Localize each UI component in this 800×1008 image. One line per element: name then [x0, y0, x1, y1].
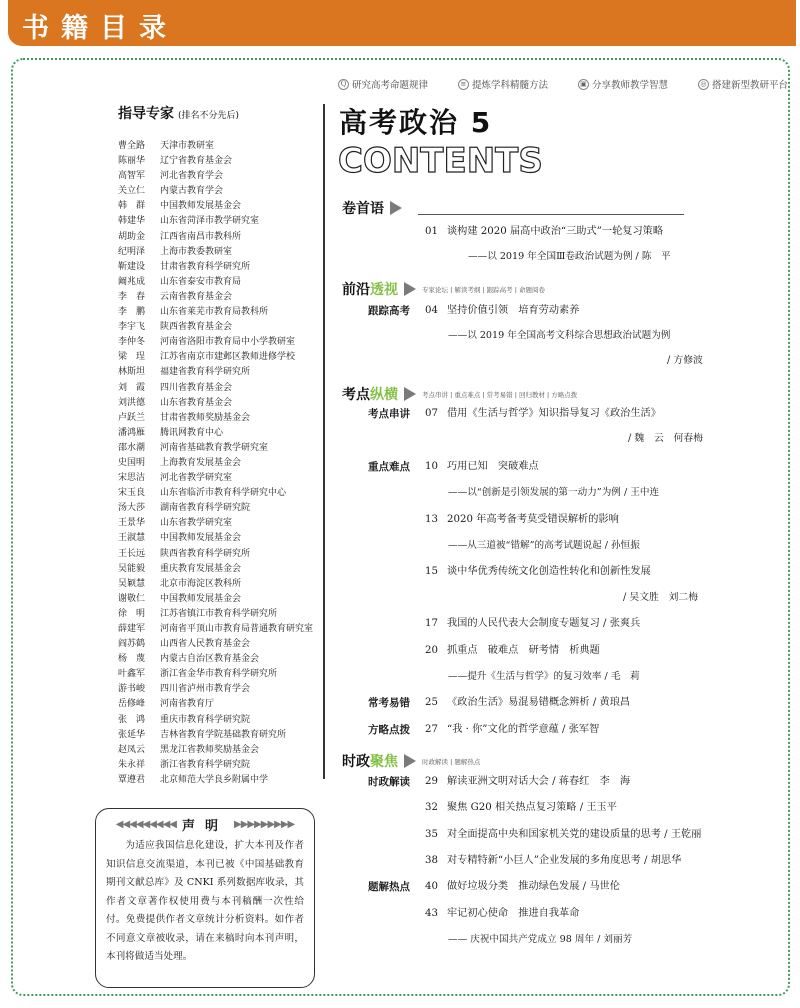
toc-entry[interactable] [425, 617, 640, 631]
expert-name: 关立仁 [118, 186, 146, 197]
section-head [342, 279, 545, 299]
expert-list [118, 139, 323, 788]
expert-name: 汤大莎 [118, 503, 146, 514]
expert-name: 潘鸿雁 [118, 427, 146, 438]
tagline-text: 研究高考命题规律 [352, 80, 429, 91]
expert-name: 李 鹏 [118, 307, 146, 318]
entry-title: 2020 年高考备考莫受错误解析的影响 [447, 514, 619, 525]
expert-name: 叶鑫军 [118, 669, 146, 680]
expert-org: 江西省南昌市教科所 [160, 231, 242, 242]
category-label: 时政解读 [368, 776, 410, 788]
expert-row [118, 607, 323, 622]
expert-org: 腾讯网教育中心 [160, 427, 224, 438]
expert-name: 阚兆成 [118, 276, 146, 287]
notice-box [95, 808, 315, 988]
tagline [698, 77, 788, 91]
page-number: 32 [425, 802, 438, 813]
expert-row [118, 426, 323, 441]
tagline-text: 搭建新型教研平台 [711, 80, 788, 91]
section-arrow-icon [404, 754, 416, 768]
toc-entry[interactable] [425, 304, 579, 318]
book-icon: ≡ [458, 79, 469, 90]
page-number: 20 [425, 645, 438, 656]
expert-row [118, 335, 323, 350]
page-number: 04 [425, 305, 438, 316]
expert-org: 山东省菏泽市教学研究室 [160, 216, 260, 227]
expert-org: 山东省泰安市教育局 [160, 276, 242, 287]
expert-name: 游书峻 [118, 684, 146, 695]
expert-org: 山东省教育基金会 [160, 397, 233, 408]
expert-row [118, 245, 323, 260]
contents-wordmark [338, 140, 568, 180]
entry-title: 谈中华优秀传统文化创造性转化和创新性发展 [447, 566, 651, 577]
expert-org: 重庆市教育科学研究院 [160, 714, 251, 725]
expert-org: 陕西省教育基金会 [160, 322, 233, 333]
expert-name: 邵水潮 [118, 442, 146, 453]
expert-row [118, 516, 323, 531]
expert-name: 纪明泽 [118, 246, 146, 257]
expert-row [118, 290, 323, 305]
expert-name: 梁 珵 [118, 352, 146, 363]
expert-org: 江苏省南京市建邺区教师进修学校 [160, 352, 296, 363]
expert-name: 杨 蔑 [118, 654, 146, 665]
section-title: 卷首语 [342, 201, 384, 217]
expert-row [118, 350, 323, 365]
entry-title: 谈构建 2020 届高中政治“三助式”一轮复习策略 [447, 226, 664, 237]
expert-name: 高智军 [118, 171, 146, 182]
expert-row [118, 214, 323, 229]
section-title: 前沿透视 [342, 282, 398, 298]
expert-row [118, 743, 323, 758]
tagline [578, 77, 668, 91]
expert-name: 宋思洁 [118, 473, 146, 484]
expert-row [118, 773, 323, 788]
expert-org: 甘肃省教师奖励基金会 [160, 412, 251, 423]
toc-subtitle: —— 庆祝中国共产党成立 98 周年 / 刘丽芳 [448, 934, 633, 945]
entry-title: 对全面提高中央和国家机关党的建设质量的思考 / 王乾丽 [447, 829, 702, 840]
expert-name: 刘洪德 [118, 397, 146, 408]
page-number: 27 [425, 724, 438, 735]
toc-author: / 魏 云 何春梅 [628, 433, 703, 444]
section-tags: 专家论坛 | 解读考纲 | 跟踪高考 | 命题阅卷 [422, 285, 545, 294]
expert-org: 四川省教育基金会 [160, 382, 233, 393]
section-rule [418, 214, 684, 215]
expert-row [118, 682, 323, 697]
expert-row [118, 411, 323, 426]
entry-title: 我国的人民代表大会制度专题复习 / 张爽兵 [447, 618, 641, 629]
platform-icon: ◎ [698, 79, 709, 90]
section-title: 时政聚焦 [342, 754, 398, 770]
expert-org: 河南省平顶山市教育局普通教育研究室 [160, 624, 314, 634]
expert-org: 陕西省教育科学研究所 [160, 548, 251, 559]
section-arrow-icon [404, 387, 416, 401]
expert-row [118, 320, 323, 335]
entry-title: 巧用已知 突破难点 [447, 461, 539, 472]
toc-entry[interactable] [425, 854, 681, 868]
page-number: 15 [425, 566, 438, 577]
expert-name: 王景华 [118, 518, 146, 529]
expert-name: 刘 霞 [118, 382, 146, 393]
expert-row [118, 456, 323, 471]
expert-org: 北京师范大学良乡附属中学 [160, 774, 269, 785]
expert-name: 张延华 [118, 729, 146, 740]
page-number: 13 [425, 514, 438, 525]
expert-org: 湖南省教育科学研究院 [160, 503, 251, 514]
toc-entry[interactable] [425, 513, 619, 527]
toc-entry[interactable] [425, 907, 579, 921]
tagline [338, 77, 428, 91]
expert-name: 胡助金 [118, 231, 146, 242]
expert-org: 内蒙古教育学会 [160, 186, 224, 197]
expert-org: 浙江省金华市教育科学研究所 [160, 669, 278, 680]
expert-org: 河北省教学研究室 [160, 473, 233, 484]
page-number: 17 [425, 618, 438, 629]
toc-subtitle: ——以 2019 年全国Ⅲ卷政治试题为例 / 陈 平 [468, 251, 671, 262]
expert-row [118, 184, 323, 199]
expert-org: 中国教师发展基金会 [160, 533, 242, 544]
expert-org: 上海市教委教研室 [160, 246, 233, 257]
entry-title: “我 · 你”文化的哲学意蕴 / 张军智 [447, 724, 600, 735]
expert-name: 吴颖慧 [118, 578, 146, 589]
toc-author: / 方修波 [667, 355, 703, 366]
toc-entry[interactable] [425, 880, 620, 894]
tagline-text: 提炼学科精髓方法 [471, 80, 548, 91]
expert-org: 山东省莱芜市教育局教科所 [160, 307, 269, 318]
expert-name: 卢跃兰 [118, 412, 146, 423]
entry-title: 牢记初心使命 推进自我革命 [447, 908, 580, 919]
toc-entry[interactable] [425, 644, 600, 658]
expert-row [118, 577, 323, 592]
expert-org: 河南省基础教育教学研究室 [160, 442, 269, 453]
contents-word: CONTENTS [338, 141, 543, 180]
section-tags: 考点串讲 | 重点难点 | 常考易错 | 回归教材 | 方略点拨 [422, 390, 578, 399]
expert-row [118, 622, 323, 637]
section-tags: 时政解读 | 题解热点 [422, 757, 481, 766]
section-arrow-icon [404, 282, 416, 296]
expert-org: 浙江省教育科学研究院 [160, 759, 251, 770]
expert-row [118, 365, 323, 380]
expert-row [118, 547, 323, 562]
expert-name: 李仲冬 [118, 337, 146, 348]
page-number: 10 [425, 461, 438, 472]
expert-name: 张 鸿 [118, 714, 146, 725]
toc-entry[interactable] [425, 225, 663, 239]
expert-name: 徐 明 [118, 608, 146, 619]
experts-title: 指导专家 (排名不分先后) [118, 106, 240, 122]
expert-org: 重庆教育发展基金会 [160, 563, 242, 574]
toc-entry[interactable] [425, 565, 651, 579]
toc-subtitle: ——以“创新是引领发展的第一动力”为例 / 王中连 [448, 487, 660, 498]
expert-row [118, 486, 323, 501]
experts-subtitle: (排名不分先后) [178, 111, 240, 121]
expert-name: 吴能毅 [118, 563, 146, 574]
toc-subtitle: ——从三道被“错解”的高考试题说起 / 孙恒振 [448, 540, 640, 551]
expert-row [118, 667, 323, 682]
expert-org: 内蒙古自治区教育基金会 [160, 654, 260, 665]
expert-org: 中国教师发展基金会 [160, 593, 242, 604]
expert-row [118, 713, 323, 728]
expert-name: 王长远 [118, 548, 146, 559]
expert-org: 山西省人民教育基金会 [160, 639, 251, 650]
entry-title: 聚焦 G20 相关热点复习策略 / 王玉平 [447, 802, 617, 813]
expert-row [118, 652, 323, 667]
tagline-row [338, 77, 788, 91]
entry-title: 对专精特新“小巨人”企业发展的多角度思考 / 胡思华 [447, 855, 682, 866]
expert-org: 云南省教育基金会 [160, 291, 233, 302]
expert-row [118, 305, 323, 320]
section-title: 考点纵横 [342, 387, 398, 403]
expert-name: 韩 群 [118, 201, 146, 212]
entry-title: 借用《生活与哲学》知识指导复习《政治生活》 [447, 408, 661, 419]
expert-name: 岳修峰 [118, 699, 146, 710]
toc-author: / 吴文胜 刘二梅 [623, 592, 698, 603]
section-head [342, 384, 577, 404]
section-head [342, 751, 480, 771]
toc-entry[interactable] [425, 407, 661, 421]
expert-org: 河南省教育厅 [160, 699, 215, 710]
section-head [342, 198, 402, 218]
expert-org: 河北省教育学会 [160, 171, 224, 182]
expert-row [118, 230, 323, 245]
page-number: 29 [425, 776, 438, 787]
expert-org: 黑龙江省教师奖励基金会 [160, 744, 260, 755]
expert-name: 宋玉良 [118, 488, 146, 499]
expert-row [118, 697, 323, 712]
expert-row [118, 441, 323, 456]
entry-title: 坚持价值引领 培育劳动素养 [447, 305, 580, 316]
toc-subtitle: ——提升《生活与哲学》的复习效率 / 毛 莉 [448, 671, 640, 682]
expert-name: 陈丽华 [118, 156, 146, 167]
notice-body: 为适应我国信息化建设，扩大本刊及作者知识信息交流渠道，本刊已被《中国基础教育期刊文献总库》及 CNKI 系列数据库收录，其作者文章著作权使用费与本刊稿酬一次性给付。免费提供作者文章统计分析资料。如作者不同意文章被收录，请在来稿时向本刊声明，本刊将做适当处理。 [106, 840, 304, 962]
page-number: 25 [425, 697, 438, 708]
category-label: 重点难点 [368, 461, 410, 473]
search-icon: Q [338, 79, 349, 90]
toc-entry[interactable] [425, 460, 539, 474]
category-label: 方略点拨 [368, 724, 410, 736]
expert-row [118, 154, 323, 169]
category-label: 题解热点 [368, 881, 410, 893]
expert-name: 覃遵君 [118, 774, 146, 785]
banner-title: 书籍目录 [22, 13, 178, 44]
expert-row [118, 381, 323, 396]
expert-org: 甘肃省教育科学研究所 [160, 261, 251, 272]
expert-row [118, 758, 323, 773]
expert-row [118, 471, 323, 486]
experts-panel [118, 103, 323, 788]
expert-row [118, 637, 323, 652]
toc-entry[interactable] [425, 775, 630, 789]
arrow-right-icon: ▶▶▶▶▶▶▶▶▶ [234, 819, 295, 830]
category-label: 考点串讲 [368, 408, 410, 420]
expert-name: 朱永祥 [118, 759, 146, 770]
page-number: 40 [425, 881, 438, 892]
magazine-title: 高考政治 5 [339, 106, 493, 139]
expert-org: 河南省洛阳市教育局中小学教研室 [160, 337, 296, 348]
toc-subtitle: ——以 2019 年全国高考文科综合思想政治试题为例 [448, 330, 671, 341]
expert-org: 四川省泸州市教育学会 [160, 684, 251, 695]
arrow-left-icon: ◀◀◀◀◀◀◀◀◀ [115, 819, 176, 830]
tagline-text: 分享教师教学智慧 [591, 80, 668, 91]
notice-head [96, 815, 314, 834]
expert-name: 王淑慧 [118, 533, 146, 544]
expert-org: 天津市教研室 [160, 141, 215, 151]
expert-name: 薛建军 [118, 624, 146, 634]
expert-name: 曹全路 [118, 141, 146, 151]
entry-title: 做好垃圾分类 推动绿色发展 / 马世伦 [447, 881, 620, 892]
expert-org: 辽宁省教育基金会 [160, 156, 233, 167]
expert-name: 史国明 [118, 457, 146, 468]
header-banner [0, 0, 800, 46]
notice-title: 声明 [181, 819, 228, 834]
tagline [458, 77, 548, 91]
expert-org: 江苏省镇江市教育科学研究所 [160, 608, 278, 619]
toc-entry[interactable] [425, 828, 701, 842]
expert-name: 阎苏鹤 [118, 639, 146, 650]
expert-row [118, 396, 323, 411]
expert-row [118, 501, 323, 516]
page-number: 01 [425, 226, 438, 237]
expert-org: 中国教师发展基金会 [160, 201, 242, 212]
entry-title: 《政治生活》易混易错概念辨析 / 黄琅昌 [447, 697, 631, 708]
toc-entry[interactable] [425, 696, 630, 710]
page-number: 07 [425, 408, 438, 419]
section-arrow-icon [390, 201, 402, 215]
column-divider [323, 104, 325, 779]
toc-entry[interactable] [425, 723, 599, 737]
expert-name: 韩建华 [118, 216, 146, 227]
expert-row [118, 199, 323, 214]
expert-row [118, 169, 323, 184]
page-number: 35 [425, 829, 438, 840]
expert-org: 吉林省教育学院基础教育研究所 [160, 729, 287, 740]
expert-row [118, 592, 323, 607]
expert-name: 林斯坦 [118, 367, 146, 378]
expert-row [118, 260, 323, 275]
expert-row [118, 728, 323, 743]
expert-org: 北京市海淀区教科所 [160, 578, 242, 589]
expert-row [118, 275, 323, 290]
category-label: 跟踪高考 [368, 305, 410, 317]
expert-name: 谢敬仁 [118, 593, 146, 604]
expert-org: 上海教育发展基金会 [160, 457, 242, 468]
share-icon: ▣ [578, 79, 589, 90]
category-label: 常考易错 [368, 697, 410, 709]
expert-name: 李宇飞 [118, 322, 146, 333]
expert-name: 赵凤云 [118, 744, 146, 755]
expert-name: 靳建设 [118, 261, 146, 272]
expert-name: 李 春 [118, 291, 146, 302]
page-number: 43 [425, 908, 438, 919]
toc-entry[interactable] [425, 801, 617, 815]
expert-org: 福建省教育科学研究所 [160, 367, 251, 378]
page-number: 38 [425, 855, 438, 866]
entry-title: 解读亚洲文明对话大会 / 蒋春红 李 海 [447, 776, 631, 787]
expert-org: 山东省教学研究室 [160, 518, 233, 529]
expert-row [118, 531, 323, 546]
expert-row [118, 562, 323, 577]
expert-org: 山东省临沂市教育科学研究中心 [160, 488, 287, 499]
expert-row [118, 139, 323, 154]
entry-title: 抓重点 破难点 研考情 析典题 [447, 645, 600, 656]
